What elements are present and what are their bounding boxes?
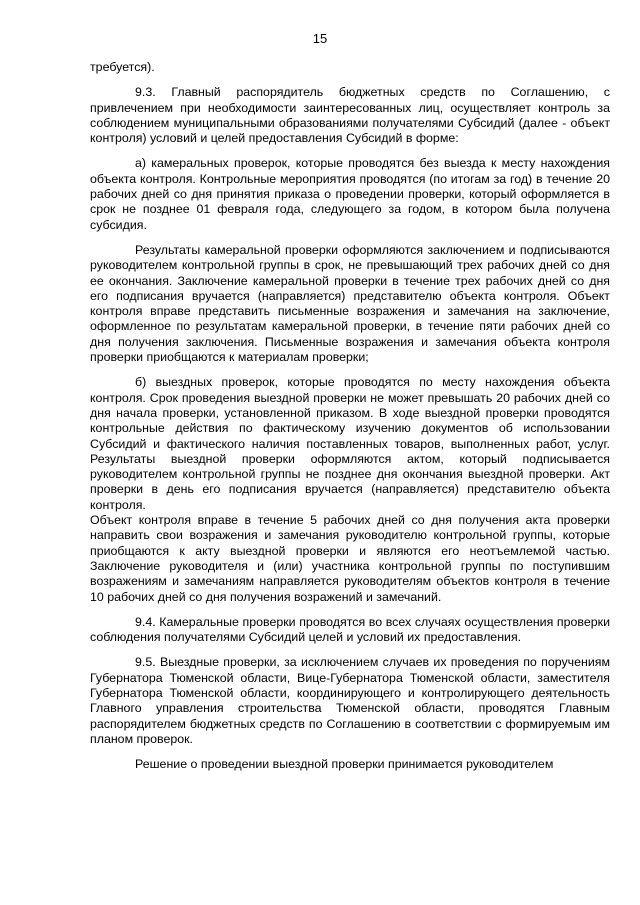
paragraph-continuation: требуется). [90,60,155,74]
paragraph-decision: Решение о проведении выездной проверки принимается руководителем [135,757,554,772]
paragraph-desk-audit-results: Результаты камеральной проверки оформляются заключением и подписываются руководителем контрольной группы в срок, не превышающий трех рабочих дней со дня ее окончания. Заключение камеральной проверки в течение трех рабочих дней со дня его подписания вручается (направляется) представителю объекта контроля. Объект контроля вправе представить письменные возражения и замечания на заключение, оформленное по результатам камеральной проверки, в течение пяти рабочих дней со дня получения заключения. Письменные возражения и замечания объекта контроля проверки приобщаются к материалам проверки; [90,242,610,365]
paragraph-9-3-b: б) выездных проверок, которые проводятся по месту нахождения объекта контроля. Срок проведения выездной проверки не может превышать 20 рабочих дней со дня начала проверки, установленной приказом. В ходе выездной проверки проводятся контрольные действия по фактическому изучению документов об использовании Субсидий и фактического наличия поставленных товаров, выполненных работ, услуг. Результаты выездной проверки оформляются актом, который подписывается руководителем контрольной группы не позднее дня окончания выездной проверки. Акт проверки в день его подписания вручается (направляется) представителю объекта контроля. [90,375,610,512]
paragraph-9-3: 9.3. Главный распорядитель бюджетных средств по Соглашению, с привлечением при необходимости заинтересованных лиц, осуществляет контроль за соблюдением муниципальными образованиями получателями Субсидий (далее - объект контроля) условий и целей предоставления Субсидий в форме: [90,85,610,146]
page-number: 15 [312,31,328,46]
paragraph-9-3-a: а) камеральных проверок, которые проводятся без выезда к месту нахождения объекта контроля. Контрольные мероприятия проводятся (по итогам за год) в течение 20 рабочих дней со дня принятия приказа о проведении проверки, который оформляется в срок не позднее 01 февраля года, следующего за годом, в котором была получена субсидия. [90,156,610,232]
paragraph-9-5: 9.5. Выездные проверки, за исключением случаев их проведения по поручениям Губернатора Тюменской области, Вице-Губернатора Тюменской области, заместителя Губернатора Тюменской области, координирующего и контролирующего деятельность Главного управления строительства Тюменской области, проводятся Главным распорядителем бюджетных средств по Соглашению в соответствии с формируемым им планом проверок. [90,655,610,746]
paragraph-objections: Объект контроля вправе в течение 5 рабочих дней со дня получения акта проверки направить свои возражения и замечания руководителю контрольной группы, которые приобщаются к акту выездной проверки и являются его неотъемлемой частью. Заключение руководителя и (или) участника контрольной группы по поступившим возражениям и замечаниям направляется руководителям объектов контроля в течение 10 рабочих дней со дня получения возражений и замечаний. [90,513,610,604]
paragraph-9-4: 9.4. Камеральные проверки проводятся во всех случаях осуществления проверки соблюдения получателями Субсидий целей и условий их предоставления. [90,614,610,645]
document-body [90,60,610,772]
